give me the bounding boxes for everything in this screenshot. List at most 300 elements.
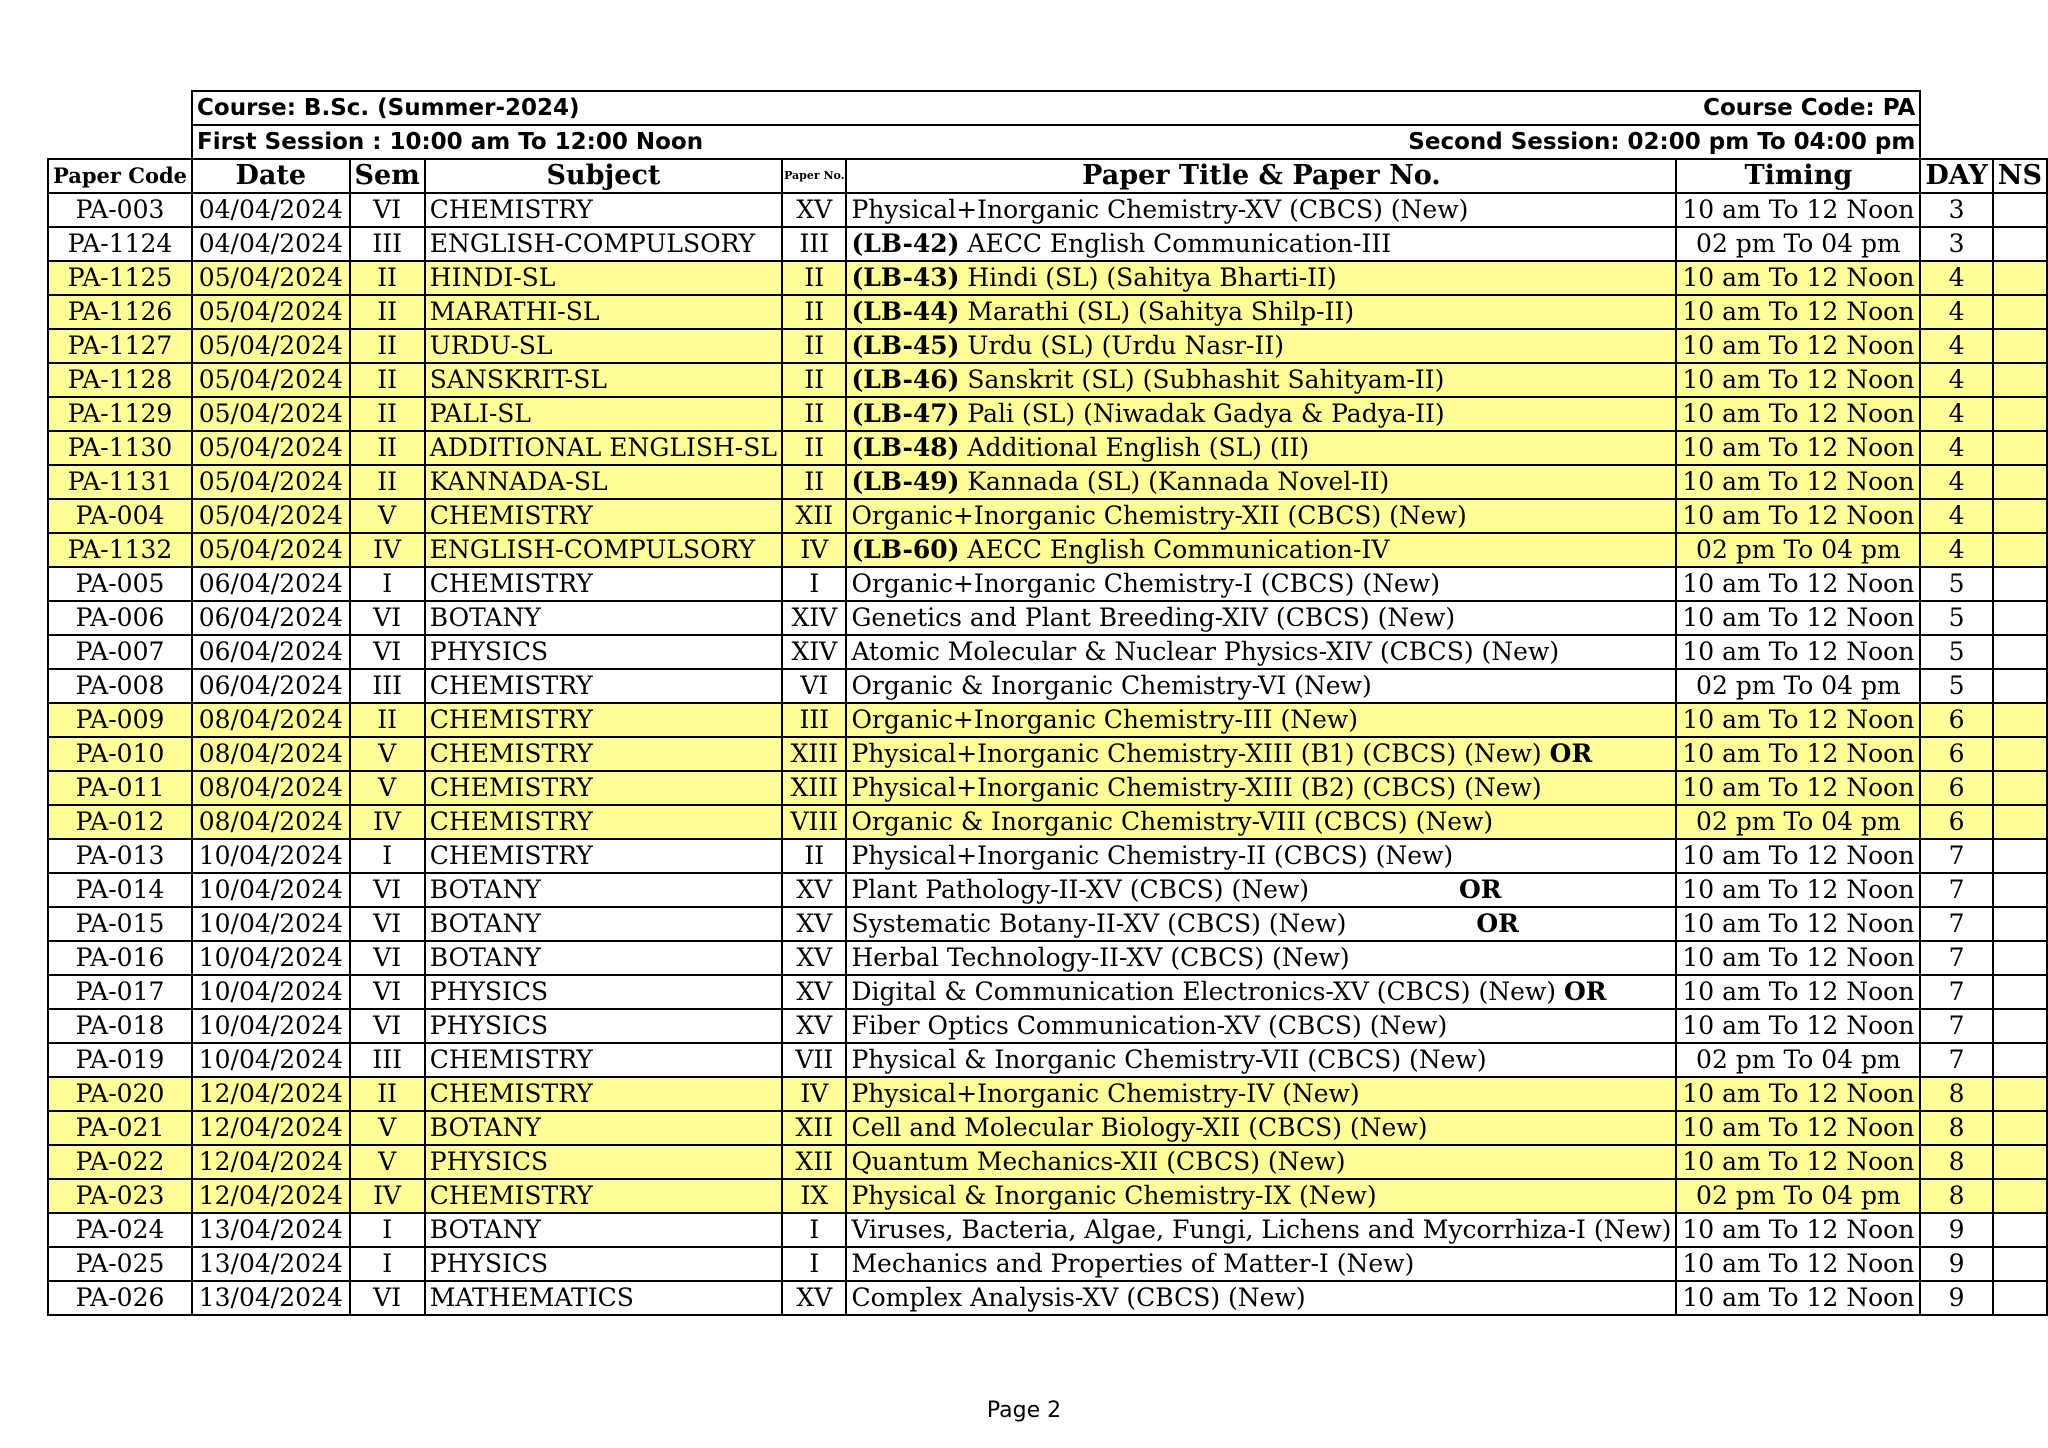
paper-title-cell	[846, 397, 1676, 431]
table-row	[48, 227, 2047, 261]
course-name: Course: B.Sc. (Summer-2024)	[197, 95, 580, 121]
table-row	[48, 1111, 2047, 1145]
paper-no-cell: XIII	[782, 737, 846, 771]
sem-cell: II	[350, 703, 425, 737]
timing-cell: 10 am To 12 Noon	[1676, 567, 1920, 601]
ns-cell	[1993, 261, 2047, 295]
day-cell: 5	[1920, 635, 1992, 669]
paper-code-cell: PA-009	[48, 703, 192, 737]
sem-cell: IV	[350, 533, 425, 567]
paper-title-cell	[846, 805, 1676, 839]
paper-title-text: Physical+Inorganic Chemistry-XIII (B1) (CBCS) (New)	[851, 739, 1542, 768]
sem-cell: II	[350, 465, 425, 499]
date-cell: 12/04/2024	[192, 1179, 349, 1213]
day-cell: 8	[1920, 1111, 1992, 1145]
ns-cell	[1993, 703, 2047, 737]
sem-cell: III	[350, 669, 425, 703]
subject-cell: CHEMISTRY	[425, 1077, 782, 1111]
table-row	[48, 635, 2047, 669]
timing-cell: 10 am To 12 Noon	[1676, 431, 1920, 465]
table-row	[48, 941, 2047, 975]
timing-cell: 10 am To 12 Noon	[1676, 1145, 1920, 1179]
paper-no-cell: III	[782, 703, 846, 737]
timing-cell: 10 am To 12 Noon	[1676, 465, 1920, 499]
timing-cell: 02 pm To 04 pm	[1676, 533, 1920, 567]
paper-title-text: Physical+Inorganic Chemistry-XV (CBCS) (New)	[851, 195, 1469, 224]
day-cell: 7	[1920, 1009, 1992, 1043]
table-row	[48, 465, 2047, 499]
paper-title-text: Fiber Optics Communication-XV (CBCS) (New)	[851, 1011, 1448, 1040]
paper-title-text: Viruses, Bacteria, Algae, Fungi, Lichens and Mycorrhiza-I (New)	[851, 1215, 1672, 1244]
day-cell: 5	[1920, 669, 1992, 703]
ns-cell	[1993, 669, 2047, 703]
paper-title-prefix: (LB-43)	[851, 263, 960, 292]
subject-cell: PALI-SL	[425, 397, 782, 431]
sem-cell: VI	[350, 193, 425, 227]
paper-code-cell: PA-023	[48, 1179, 192, 1213]
sem-cell: V	[350, 1111, 425, 1145]
sem-cell: VI	[350, 635, 425, 669]
session-info	[192, 125, 1920, 159]
sem-cell: VI	[350, 873, 425, 907]
subject-cell: CHEMISTRY	[425, 567, 782, 601]
day-cell: 7	[1920, 873, 1992, 907]
paper-title-text: Atomic Molecular & Nuclear Physics-XIV (CBCS) (New)	[851, 637, 1560, 666]
paper-no-cell: XV	[782, 941, 846, 975]
paper-code-cell: PA-1132	[48, 533, 192, 567]
paper-title-cell	[846, 295, 1676, 329]
subject-cell: CHEMISTRY	[425, 703, 782, 737]
paper-title-text: Sanskrit (SL) (Subhashit Sahityam-II)	[959, 365, 1445, 394]
ns-cell	[1993, 363, 2047, 397]
ns-cell	[1993, 771, 2047, 805]
date-cell: 10/04/2024	[192, 1009, 349, 1043]
or-marker: OR	[1549, 739, 1593, 768]
day-cell: 7	[1920, 907, 1992, 941]
paper-title-prefix: (LB-48)	[851, 433, 960, 462]
paper-no-cell: XV	[782, 907, 846, 941]
sem-cell: VI	[350, 907, 425, 941]
column-header-ns: NS	[1993, 159, 2047, 193]
paper-title-cell	[846, 941, 1676, 975]
paper-code-cell: PA-015	[48, 907, 192, 941]
subject-cell: BOTANY	[425, 873, 782, 907]
ns-cell	[1993, 193, 2047, 227]
paper-title-cell	[846, 737, 1676, 771]
paper-title-text: Organic & Inorganic Chemistry-VI (New)	[851, 671, 1372, 700]
ns-cell	[1993, 907, 2047, 941]
paper-title-text: Hindi (SL) (Sahitya Bharti-II)	[959, 263, 1337, 292]
paper-code-cell: PA-003	[48, 193, 192, 227]
table-row	[48, 533, 2047, 567]
day-cell: 9	[1920, 1213, 1992, 1247]
or-marker: OR	[1476, 909, 1519, 938]
timing-cell: 10 am To 12 Noon	[1676, 499, 1920, 533]
paper-no-cell: XII	[782, 1145, 846, 1179]
table-row	[48, 329, 2047, 363]
subject-cell: MATHEMATICS	[425, 1281, 782, 1315]
ns-cell	[1993, 1281, 2047, 1315]
table-row	[48, 805, 2047, 839]
subject-cell: BOTANY	[425, 601, 782, 635]
or-marker: OR	[1459, 875, 1502, 904]
table-row	[48, 193, 2047, 227]
column-header-day: DAY	[1920, 159, 1992, 193]
ns-cell	[1993, 1077, 2047, 1111]
subject-cell: CHEMISTRY	[425, 737, 782, 771]
subject-cell: PHYSICS	[425, 635, 782, 669]
paper-title-cell	[846, 1043, 1676, 1077]
timing-cell: 10 am To 12 Noon	[1676, 1009, 1920, 1043]
day-cell: 6	[1920, 737, 1992, 771]
paper-title-cell	[846, 907, 1676, 941]
ns-cell	[1993, 1009, 2047, 1043]
paper-code-cell: PA-011	[48, 771, 192, 805]
paper-title-cell	[846, 499, 1676, 533]
paper-title-cell	[846, 669, 1676, 703]
paper-title-cell	[846, 1009, 1676, 1043]
ns-cell	[1993, 1043, 2047, 1077]
paper-title-cell	[846, 601, 1676, 635]
paper-code-cell: PA-005	[48, 567, 192, 601]
paper-no-cell: II	[782, 465, 846, 499]
sem-cell: VI	[350, 941, 425, 975]
paper-title-cell	[846, 635, 1676, 669]
paper-no-cell: I	[782, 567, 846, 601]
paper-title-cell	[846, 1179, 1676, 1213]
sem-cell: IV	[350, 1179, 425, 1213]
or-marker: OR	[1564, 977, 1607, 1006]
sem-cell: I	[350, 567, 425, 601]
paper-code-cell: PA-012	[48, 805, 192, 839]
date-cell: 12/04/2024	[192, 1145, 349, 1179]
timing-cell: 10 am To 12 Noon	[1676, 703, 1920, 737]
column-header-row	[48, 159, 2047, 193]
date-cell: 06/04/2024	[192, 635, 349, 669]
ns-cell	[1993, 567, 2047, 601]
sem-cell: II	[350, 261, 425, 295]
column-header-sem: Sem	[350, 159, 425, 193]
day-cell: 8	[1920, 1145, 1992, 1179]
timing-cell: 02 pm To 04 pm	[1676, 669, 1920, 703]
subject-cell: CHEMISTRY	[425, 499, 782, 533]
course-row	[48, 91, 2047, 125]
paper-no-cell: II	[782, 431, 846, 465]
subject-cell: KANNADA-SL	[425, 465, 782, 499]
paper-code-cell: PA-007	[48, 635, 192, 669]
table-row	[48, 737, 2047, 771]
sem-cell: VI	[350, 1009, 425, 1043]
timing-cell: 10 am To 12 Noon	[1676, 1077, 1920, 1111]
table-row	[48, 975, 2047, 1009]
paper-title-cell	[846, 567, 1676, 601]
subject-cell: SANSKRIT-SL	[425, 363, 782, 397]
paper-title-cell	[846, 1111, 1676, 1145]
paper-no-cell: XV	[782, 1009, 846, 1043]
paper-no-cell: XIV	[782, 635, 846, 669]
paper-title-cell	[846, 227, 1676, 261]
ns-cell	[1993, 873, 2047, 907]
date-cell: 05/04/2024	[192, 295, 349, 329]
paper-title-prefix: (LB-49)	[851, 467, 960, 496]
paper-code-cell: PA-025	[48, 1247, 192, 1281]
table-row	[48, 601, 2047, 635]
sem-cell: VI	[350, 975, 425, 1009]
sem-cell: II	[350, 1077, 425, 1111]
timing-cell: 10 am To 12 Noon	[1676, 873, 1920, 907]
subject-cell: PHYSICS	[425, 1247, 782, 1281]
table-row	[48, 771, 2047, 805]
page-number: Page 2	[986, 1398, 1062, 1423]
day-cell: 4	[1920, 295, 1992, 329]
timing-cell: 02 pm To 04 pm	[1676, 227, 1920, 261]
subject-cell: CHEMISTRY	[425, 669, 782, 703]
timing-cell: 10 am To 12 Noon	[1676, 1281, 1920, 1315]
day-cell: 9	[1920, 1281, 1992, 1315]
column-header-paper-code: Paper Code	[48, 159, 192, 193]
paper-title-text: Organic & Inorganic Chemistry-VIII (CBCS) (New)	[851, 807, 1494, 836]
date-cell: 05/04/2024	[192, 363, 349, 397]
date-cell: 05/04/2024	[192, 465, 349, 499]
day-cell: 9	[1920, 1247, 1992, 1281]
date-cell: 05/04/2024	[192, 397, 349, 431]
column-header-paper-title: Paper Title & Paper No.	[846, 159, 1676, 193]
paper-no-cell: I	[782, 1247, 846, 1281]
paper-title-prefix: (LB-42)	[851, 229, 960, 258]
course-info	[192, 91, 1920, 125]
timing-cell: 10 am To 12 Noon	[1676, 1213, 1920, 1247]
paper-title-prefix: (LB-46)	[851, 365, 960, 394]
paper-title-text: AECC English Communication-III	[959, 229, 1392, 258]
paper-title-cell	[846, 1145, 1676, 1179]
table-row	[48, 873, 2047, 907]
paper-title-text: Organic+Inorganic Chemistry-III (New)	[851, 705, 1359, 734]
paper-title-text: Physical & Inorganic Chemistry-VII (CBCS) (New)	[851, 1045, 1487, 1074]
paper-code-cell: PA-004	[48, 499, 192, 533]
paper-title-cell	[846, 329, 1676, 363]
paper-code-cell: PA-1124	[48, 227, 192, 261]
day-cell: 7	[1920, 1043, 1992, 1077]
sem-cell: III	[350, 1043, 425, 1077]
paper-code-cell: PA-010	[48, 737, 192, 771]
day-cell: 6	[1920, 771, 1992, 805]
day-cell: 8	[1920, 1077, 1992, 1111]
paper-title-text: Physical+Inorganic Chemistry-XIII (B2) (CBCS) (New)	[851, 773, 1542, 802]
timing-cell: 10 am To 12 Noon	[1676, 975, 1920, 1009]
paper-title-prefix: (LB-45)	[851, 331, 960, 360]
paper-code-cell: PA-018	[48, 1009, 192, 1043]
table-row	[48, 1009, 2047, 1043]
timing-cell: 10 am To 12 Noon	[1676, 941, 1920, 975]
paper-code-cell: PA-006	[48, 601, 192, 635]
timing-cell: 10 am To 12 Noon	[1676, 737, 1920, 771]
paper-title-text: Plant Pathology-II-XV (CBCS) (New)	[851, 875, 1310, 904]
paper-title-cell	[846, 1077, 1676, 1111]
paper-no-cell: IV	[782, 1077, 846, 1111]
date-cell: 10/04/2024	[192, 839, 349, 873]
date-cell: 13/04/2024	[192, 1281, 349, 1315]
date-cell: 05/04/2024	[192, 261, 349, 295]
date-cell: 06/04/2024	[192, 669, 349, 703]
table-row	[48, 431, 2047, 465]
subject-cell: CHEMISTRY	[425, 771, 782, 805]
date-cell: 10/04/2024	[192, 941, 349, 975]
paper-title-cell	[846, 1281, 1676, 1315]
column-header-date: Date	[192, 159, 349, 193]
paper-title-text: Organic+Inorganic Chemistry-XII (CBCS) (New)	[851, 501, 1467, 530]
timing-cell: 10 am To 12 Noon	[1676, 329, 1920, 363]
paper-no-cell: II	[782, 839, 846, 873]
paper-code-cell: PA-1130	[48, 431, 192, 465]
sem-cell: II	[350, 431, 425, 465]
column-header-subject: Subject	[425, 159, 782, 193]
paper-title-cell	[846, 771, 1676, 805]
paper-title-cell	[846, 465, 1676, 499]
paper-no-cell: II	[782, 397, 846, 431]
ns-cell	[1993, 227, 2047, 261]
paper-no-cell: VI	[782, 669, 846, 703]
date-cell: 06/04/2024	[192, 567, 349, 601]
ns-cell	[1993, 635, 2047, 669]
sem-cell: III	[350, 227, 425, 261]
paper-title-prefix: (LB-47)	[851, 399, 960, 428]
ns-cell	[1993, 975, 2047, 1009]
subject-cell: BOTANY	[425, 1213, 782, 1247]
timing-cell: 10 am To 12 Noon	[1676, 193, 1920, 227]
course-code: Course Code: PA	[1703, 95, 1916, 121]
paper-no-cell: XV	[782, 193, 846, 227]
timing-cell: 10 am To 12 Noon	[1676, 363, 1920, 397]
paper-title-cell	[846, 1213, 1676, 1247]
second-session: Second Session: 02:00 pm To 04:00 pm	[1408, 129, 1916, 155]
paper-title-text: Pali (SL) (Niwadak Gadya & Padya-II)	[959, 399, 1445, 428]
subject-cell: PHYSICS	[425, 1145, 782, 1179]
paper-no-cell: I	[782, 1213, 846, 1247]
timing-cell: 10 am To 12 Noon	[1676, 907, 1920, 941]
paper-title-text: Herbal Technology-II-XV (CBCS) (New)	[851, 943, 1350, 972]
ns-cell	[1993, 601, 2047, 635]
subject-cell: CHEMISTRY	[425, 1043, 782, 1077]
paper-title-cell	[846, 839, 1676, 873]
paper-code-cell: PA-1129	[48, 397, 192, 431]
date-cell: 06/04/2024	[192, 601, 349, 635]
day-cell: 4	[1920, 499, 1992, 533]
subject-cell: ENGLISH-COMPULSORY	[425, 227, 782, 261]
paper-title-cell	[846, 703, 1676, 737]
date-cell: 13/04/2024	[192, 1247, 349, 1281]
paper-title-text: Organic+Inorganic Chemistry-I (CBCS) (New)	[851, 569, 1440, 598]
table-row	[48, 1077, 2047, 1111]
timetable-table	[47, 90, 2048, 1316]
session-row	[48, 125, 2047, 159]
timing-cell: 10 am To 12 Noon	[1676, 397, 1920, 431]
paper-code-cell: PA-017	[48, 975, 192, 1009]
subject-cell: PHYSICS	[425, 1009, 782, 1043]
paper-title-text: Physical & Inorganic Chemistry-IX (New)	[851, 1181, 1377, 1210]
sem-cell: I	[350, 1213, 425, 1247]
paper-code-cell: PA-021	[48, 1111, 192, 1145]
timing-cell: 02 pm To 04 pm	[1676, 1043, 1920, 1077]
sem-cell: V	[350, 737, 425, 771]
ns-cell	[1993, 1179, 2047, 1213]
table-row	[48, 1281, 2047, 1315]
sem-cell: VI	[350, 1281, 425, 1315]
table-row	[48, 363, 2047, 397]
paper-title-prefix: (LB-44)	[851, 297, 960, 326]
sem-cell: I	[350, 1247, 425, 1281]
timing-cell: 10 am To 12 Noon	[1676, 635, 1920, 669]
first-session: First Session : 10:00 am To 12:00 Noon	[197, 129, 704, 155]
paper-title-text: Physical+Inorganic Chemistry-IV (New)	[851, 1079, 1360, 1108]
table-row	[48, 567, 2047, 601]
date-cell: 10/04/2024	[192, 975, 349, 1009]
paper-title-prefix: (LB-60)	[851, 535, 960, 564]
paper-title-cell	[846, 533, 1676, 567]
paper-code-cell: PA-026	[48, 1281, 192, 1315]
sem-cell: II	[350, 295, 425, 329]
table-row	[48, 295, 2047, 329]
date-cell: 12/04/2024	[192, 1111, 349, 1145]
paper-no-cell: XV	[782, 975, 846, 1009]
sem-cell: V	[350, 771, 425, 805]
day-cell: 3	[1920, 193, 1992, 227]
date-cell: 05/04/2024	[192, 533, 349, 567]
sem-cell: I	[350, 839, 425, 873]
table-row	[48, 1043, 2047, 1077]
table-row	[48, 397, 2047, 431]
date-cell: 05/04/2024	[192, 499, 349, 533]
paper-no-cell: II	[782, 329, 846, 363]
subject-cell: BOTANY	[425, 941, 782, 975]
table-row	[48, 1145, 2047, 1179]
column-header-timing: Timing	[1676, 159, 1920, 193]
paper-no-cell: II	[782, 295, 846, 329]
timing-cell: 10 am To 12 Noon	[1676, 261, 1920, 295]
sem-cell: V	[350, 499, 425, 533]
paper-title-text: Complex Analysis-XV (CBCS) (New)	[851, 1283, 1306, 1312]
ns-cell	[1993, 737, 2047, 771]
day-cell: 4	[1920, 397, 1992, 431]
sem-cell: II	[350, 397, 425, 431]
ns-cell	[1993, 1145, 2047, 1179]
paper-code-cell: PA-013	[48, 839, 192, 873]
timing-cell: 02 pm To 04 pm	[1676, 1179, 1920, 1213]
sem-cell: II	[350, 363, 425, 397]
timing-cell: 10 am To 12 Noon	[1676, 601, 1920, 635]
day-cell: 4	[1920, 465, 1992, 499]
day-cell: 4	[1920, 363, 1992, 397]
subject-cell: ENGLISH-COMPULSORY	[425, 533, 782, 567]
paper-no-cell: IX	[782, 1179, 846, 1213]
subject-cell: PHYSICS	[425, 975, 782, 1009]
paper-title-text: Marathi (SL) (Sahitya Shilp-II)	[959, 297, 1355, 326]
paper-title-text: Physical+Inorganic Chemistry-II (CBCS) (New)	[851, 841, 1454, 870]
day-cell: 6	[1920, 703, 1992, 737]
paper-title-text: Kannada (SL) (Kannada Novel-II)	[959, 467, 1390, 496]
sem-cell: IV	[350, 805, 425, 839]
paper-code-cell: PA-1131	[48, 465, 192, 499]
table-row	[48, 261, 2047, 295]
paper-title-text: Quantum Mechanics-XII (CBCS) (New)	[851, 1147, 1346, 1176]
ns-cell	[1993, 295, 2047, 329]
paper-title-text: Additional English (SL) (II)	[959, 433, 1310, 462]
timing-cell: 02 pm To 04 pm	[1676, 805, 1920, 839]
subject-cell: URDU-SL	[425, 329, 782, 363]
paper-code-cell: PA-008	[48, 669, 192, 703]
timing-cell: 10 am To 12 Noon	[1676, 771, 1920, 805]
date-cell: 13/04/2024	[192, 1213, 349, 1247]
day-cell: 4	[1920, 533, 1992, 567]
